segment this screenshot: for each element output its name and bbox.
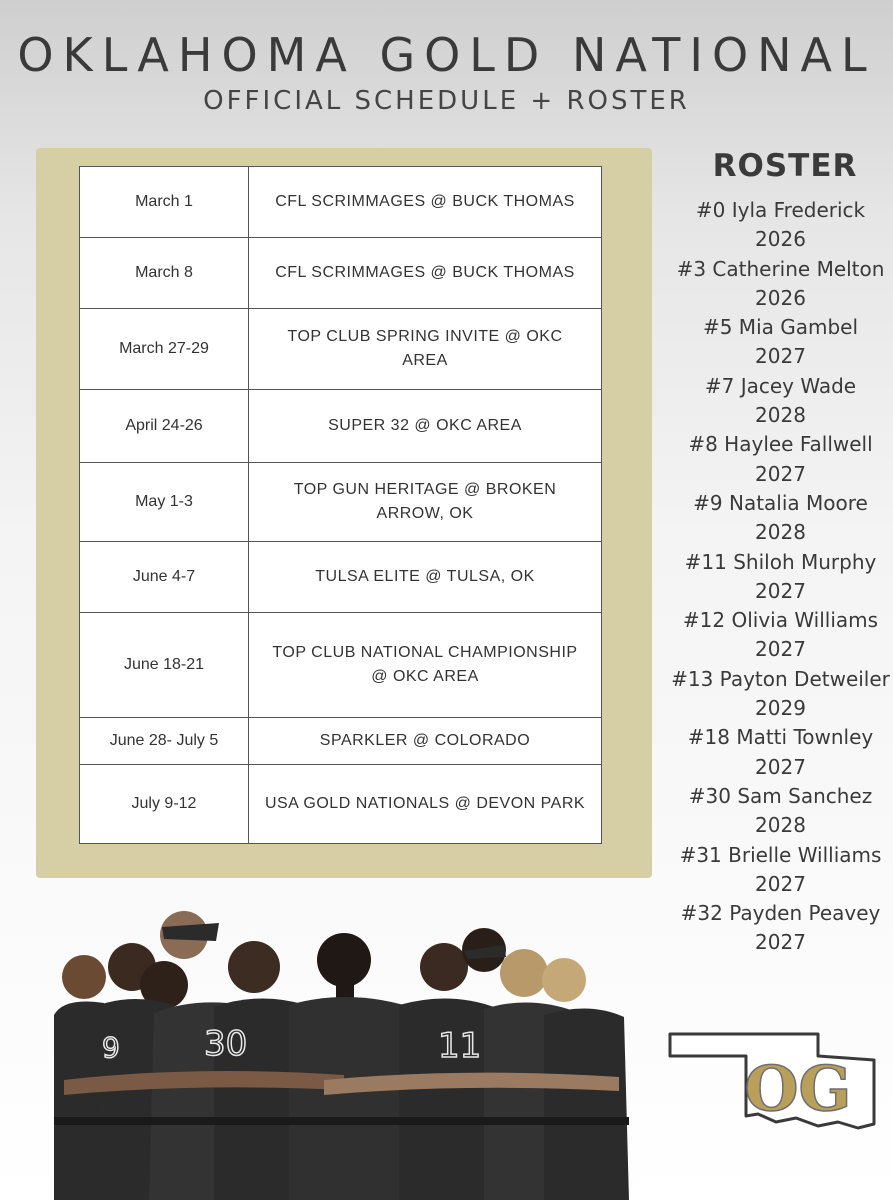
roster-player-year: 2028	[755, 403, 806, 428]
schedule-event: CFL SCRIMMAGES @ BUCK THOMAS	[249, 238, 602, 309]
roster-player-year: 2029	[755, 696, 806, 721]
svg-text:9: 9	[102, 1031, 120, 1064]
roster-player-name: #11 Shiloh Murphy	[684, 549, 877, 574]
logo-text: OG	[744, 1052, 852, 1125]
schedule-date: March 8	[80, 238, 249, 309]
schedule-event: TOP CLUB SPRING INVITE @ OKC AREA	[249, 309, 602, 390]
schedule-date: July 9-12	[80, 765, 249, 844]
roster-player-year: 2027	[755, 930, 806, 955]
roster-player-name: #12 Olivia Williams	[682, 608, 879, 633]
schedule-event: TOP GUN HERITAGE @ BROKEN ARROW, OK	[249, 463, 602, 542]
schedule-date: April 24-26	[80, 390, 249, 463]
table-row	[80, 390, 602, 463]
svg-text:30: 30	[204, 1024, 248, 1064]
roster-player-name: #9 Natalia Moore	[693, 490, 868, 515]
roster-player-year: 2026	[755, 285, 806, 310]
roster-player-year: 2026	[755, 227, 806, 252]
roster-player-year: 2027	[755, 344, 806, 369]
roster-player-name: #0 Iyla Frederick	[695, 198, 866, 222]
roster-player-name: #7 Jacey Wade	[704, 373, 857, 398]
roster-player-year: 2027	[755, 637, 806, 662]
roster-player-name: #18 Matti Townley	[687, 725, 874, 750]
schedule-date: June 28- July 5	[80, 718, 249, 765]
roster-player-name: #30 Sam Sanchez	[688, 783, 873, 808]
roster-player-name: #31 Brielle Williams	[679, 842, 882, 867]
roster-player-name: #3 Catherine Melton	[676, 256, 885, 281]
roster-player-year: 2028	[755, 520, 806, 545]
page-subtitle: OFFICIAL SCHEDULE + ROSTER	[203, 86, 690, 116]
svg-text:11: 11	[438, 1026, 482, 1066]
schedule-table	[79, 166, 602, 844]
roster-player-name: #5 Mia Gambel	[702, 315, 859, 340]
roster-list	[668, 196, 893, 958]
table-row	[80, 309, 602, 390]
schedule-date: June 4-7	[80, 542, 249, 613]
table-row	[80, 463, 602, 542]
schedule-date: March 1	[80, 167, 249, 238]
table-row	[80, 167, 602, 238]
roster-player-year: 2028	[755, 813, 806, 838]
roster-title: ROSTER	[712, 148, 858, 184]
schedule-date: May 1-3	[80, 463, 249, 542]
schedule-event: SPARKLER @ COLORADO	[249, 718, 602, 765]
page-title: OKLAHOMA GOLD NATIONAL	[17, 28, 876, 82]
schedule-event: CFL SCRIMMAGES @ BUCK THOMAS	[249, 167, 602, 238]
table-row	[80, 542, 602, 613]
roster-player-year: 2027	[755, 754, 806, 779]
roster-player-year: 2027	[755, 461, 806, 486]
roster-player-year: 2027	[755, 578, 806, 603]
table-row	[80, 238, 602, 309]
schedule-panel	[36, 148, 652, 878]
table-row	[80, 613, 602, 718]
roster-player-name: #13 Payton Detweiler	[671, 666, 890, 691]
schedule-date: June 18-21	[80, 613, 249, 718]
roster-player-name: #32 Payden Peavey	[680, 901, 881, 926]
schedule-event: TULSA ELITE @ TULSA, OK	[249, 542, 602, 613]
table-row	[80, 718, 602, 765]
roster-player-name: #8 Haylee Fallwell	[688, 432, 873, 457]
schedule-event: USA GOLD NATIONALS @ DEVON PARK	[249, 765, 602, 844]
oklahoma-gold-logo	[668, 1026, 878, 1136]
team-huddle-photo	[44, 905, 644, 1200]
schedule-event: SUPER 32 @ OKC AREA	[249, 390, 602, 463]
schedule-date: March 27-29	[80, 309, 249, 390]
roster-player-year: 2027	[755, 871, 806, 896]
schedule-event: TOP CLUB NATIONAL CHAMPIONSHIP @ OKC AREA	[249, 613, 602, 718]
table-row	[80, 765, 602, 844]
